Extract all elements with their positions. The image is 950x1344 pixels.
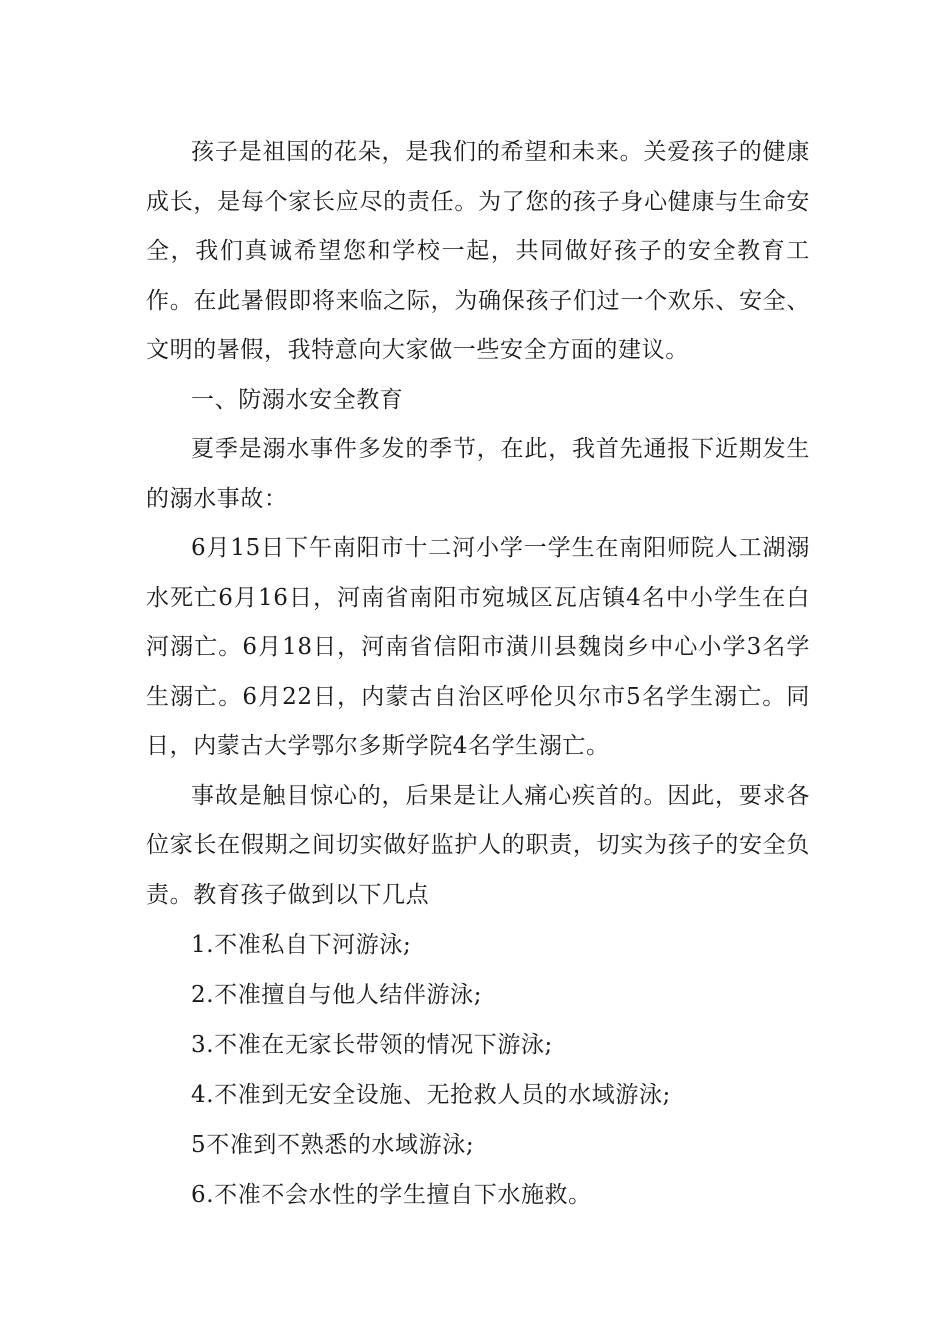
incidents-paragraph: 6月15日下午南阳市十二河小学一学生在南阳师院人工湖溺水死亡6月16日，河南省南阳市宛城区瓦店镇4名中小学生在白河溺亡。6月18日，河南省信阳市潢川县魏岗乡中心小学3名学生溺亡。6月22日，内蒙古自治区呼伦贝尔市5名学生溺亡。同日，内蒙古大学鄂尔多斯学院4名学生溺亡。 <box>146 535 810 759</box>
rule-item: 3.不准在无家长带领的情况下游泳; <box>191 1032 553 1058</box>
responsibility-paragraph: 事故是触目惊心的，后果是让人痛心疾首的。因此，要求各位家长在假期之间切实做好监护人的职责，切实为孩子的安全负责。教育孩子做到以下几点 <box>146 782 810 908</box>
rule-item: 5不准到不熟悉的水域游泳; <box>191 1132 475 1158</box>
section-heading: 一、防溺水安全教育 <box>191 386 404 413</box>
rule-item: 4.不准到无安全设施、无抢救人员的水域游泳; <box>191 1082 671 1108</box>
rules-list <box>146 920 810 1220</box>
rule-item: 1.不准私自下河游泳; <box>191 932 412 958</box>
rule-item: 6.不准不会水性的学生擅自下水施救。 <box>191 1182 592 1208</box>
rule-item: 2.不准擅自与他人结伴游泳; <box>191 982 483 1008</box>
intro-paragraph: 孩子是祖国的花朵，是我们的希望和未来。关爱孩子的健康成长，是每个家长应尽的责任。为了您的孩子身心健康与生命安全，我们真诚希望您和学校一起，共同做好孩子的安全教育工作。在此暑假即将来临之际，为确保孩子们过一个欢乐、安全、文明的暑假，我特意向大家做一些安全方面的建议。 <box>146 139 810 363</box>
season-paragraph: 夏季是溺水事件多发的季节，在此，我首先通报下近期发生的溺水事故： <box>146 436 810 512</box>
document-body <box>146 128 810 1220</box>
